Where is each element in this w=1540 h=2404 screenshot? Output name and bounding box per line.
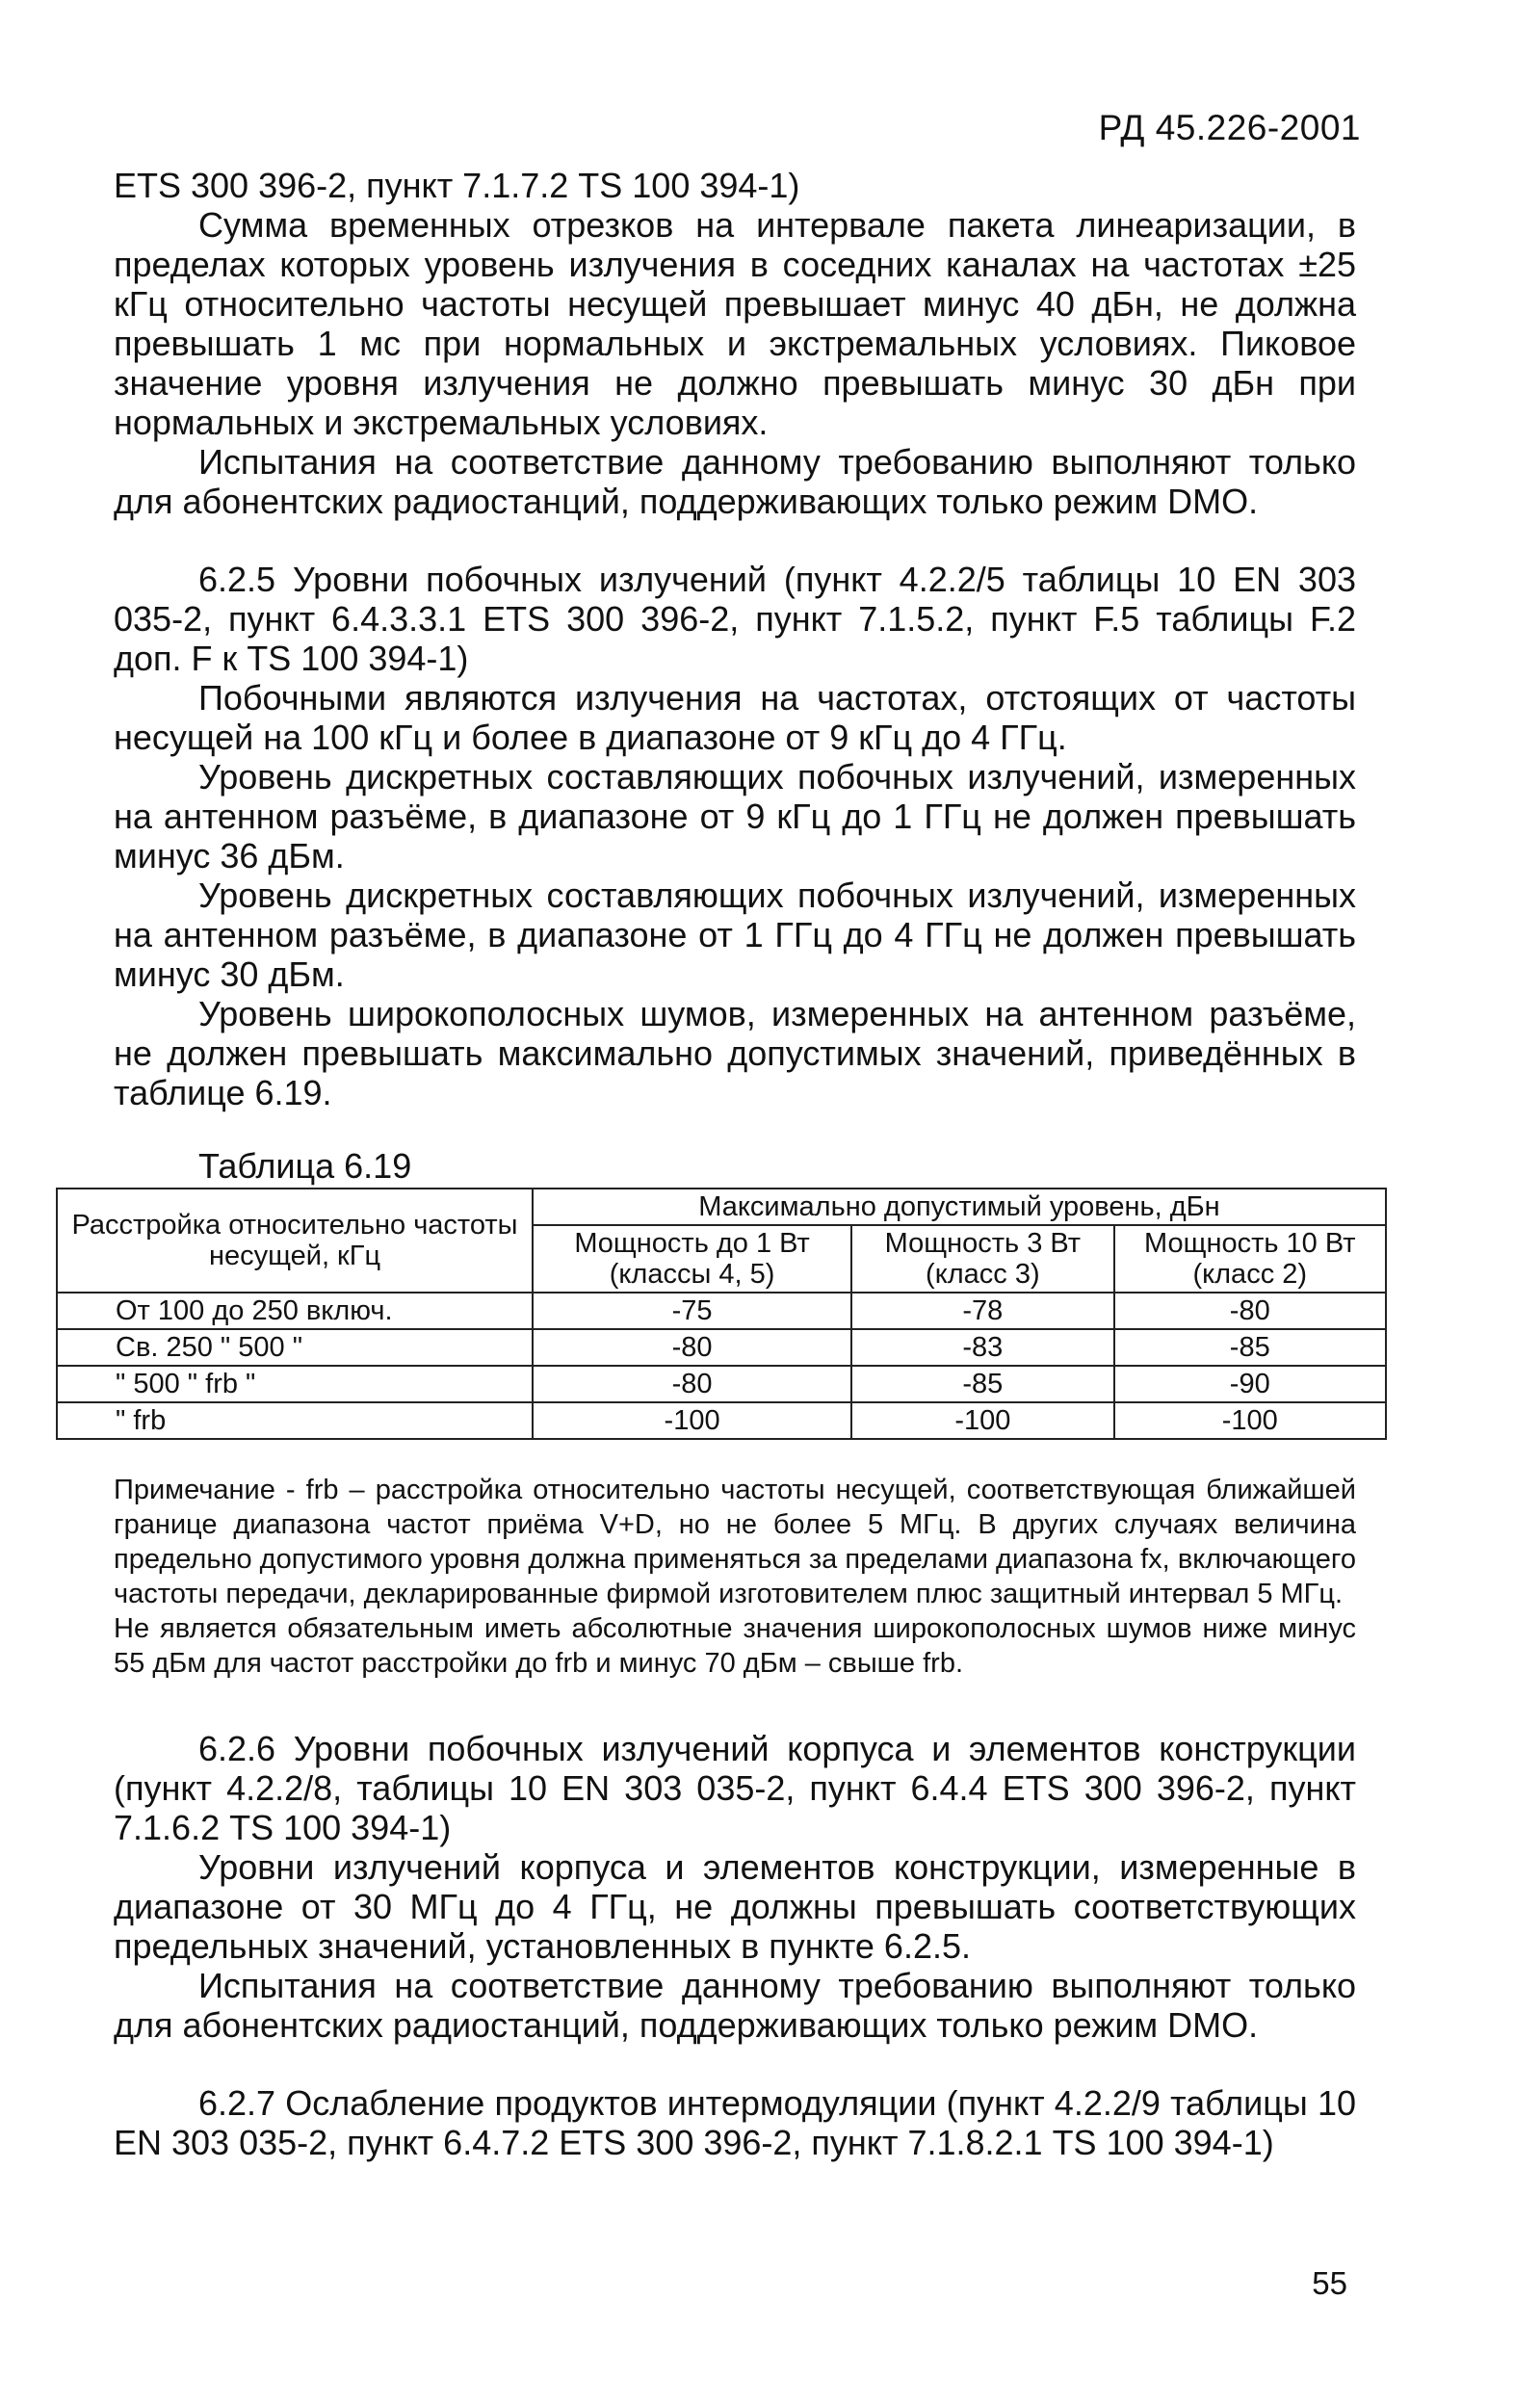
limits-table — [56, 1188, 1387, 1440]
table-cell-label: " 500 " frb " — [57, 1366, 533, 1402]
table-cell: -85 — [1114, 1329, 1386, 1366]
document-code: РД 45.226-2001 — [1098, 108, 1361, 147]
reference-line: ETS 300 396-2, пункт 7.1.7.2 TS 100 394-1) — [114, 166, 800, 205]
table-header-group: Максимально допустимый уровень, дБн — [533, 1189, 1386, 1225]
table-cell: -80 — [533, 1329, 851, 1366]
table-cell: -75 — [533, 1293, 851, 1329]
table-subheader: Мощность до 1 Вт (классы 4, 5) — [533, 1225, 851, 1293]
section-heading-6-2-6: 6.2.6 Уровни побочных излучений корпуса и элементов конструкции (пункт 4.2.2/8, таблицы 10 EN 303 035-2, пункт 6.4.4 ETS 300 396-2, пункт 7.1.6.2 TS 100 394-1) — [114, 1729, 1356, 1847]
note-paragraph: Не является обязательным иметь абсолютные значения широкополосных шумов ниже минус 55 дБм для частот расстройки до frb и минус 70 дБм – свыше frb. — [114, 1613, 1356, 1679]
note-paragraph: Примечание - frb – расстройка относительно частоты несущей, соответствующая ближайшей границе диапазона частот приёма V+D, но не более 5 МГц. В других случаях величина предельно допустимого уровня должна применяться за пределами диапазона fx, включающего частоты передачи, декларированные фирмой изготовителем плюс защитный интервал 5 МГц. — [114, 1475, 1356, 1609]
paragraph: Уровни излучений корпуса и элементов конструкции, измеренные в диапазоне от 30 МГц до 4 ГГц, не должны превышать соответствующих предельных значений, установленных в пункте 6.2.5. — [114, 1847, 1356, 1966]
table-row — [57, 1293, 1386, 1329]
table-cell: -100 — [1114, 1402, 1386, 1439]
table-row — [57, 1402, 1386, 1439]
table-caption: Таблица 6.19 — [198, 1146, 412, 1186]
table-cell: -100 — [533, 1402, 851, 1439]
table-row — [57, 1366, 1386, 1402]
table-row — [57, 1329, 1386, 1366]
paragraph: Сумма временных отрезков на интервале пакета линеаризации, в пределах которых уровень излучения в соседних каналах на частотах ±25 кГц относительно частоты несущей превышает минус 40 дБн, не должна превышать 1 мс при нормальных и экстремальных условиях. Пиковое значение уровня излучения не должно превышать минус 30 дБн при нормальных и экстремальных условиях. — [114, 205, 1356, 442]
table-cell: -85 — [851, 1366, 1113, 1402]
table-cell: -90 — [1114, 1366, 1386, 1402]
table-cell: -80 — [1114, 1293, 1386, 1329]
paragraph: Уровень дискретных составляющих побочных излучений, измеренных на антенном разъёме, в диапазоне от 9 кГц до 1 ГГц не должен превышать минус 36 дБм. — [114, 757, 1356, 875]
table-cell: -100 — [851, 1402, 1113, 1439]
table-header-detuning: Расстройка относительно частоты несущей, кГц — [57, 1189, 533, 1293]
paragraph: Испытания на соответствие данному требованию выполняют только для абонентских радиостанций, поддерживающих только режим DMO. — [114, 1966, 1356, 2045]
table-cell-label: " frb — [57, 1402, 533, 1439]
table-cell-label: От 100 до 250 включ. — [57, 1293, 533, 1329]
table-cell: -78 — [851, 1293, 1113, 1329]
paragraph: Побочными являются излучения на частотах, отстоящих от частоты несущей на 100 кГц и более в диапазоне от 9 кГц до 4 ГГц. — [114, 678, 1356, 757]
paragraph: Уровень дискретных составляющих побочных излучений, измеренных на антенном разъёме, в диапазоне от 1 ГГц до 4 ГГц не должен превышать минус 30 дБм. — [114, 875, 1356, 994]
table-cell: -80 — [533, 1366, 851, 1402]
table-cell: -83 — [851, 1329, 1113, 1366]
table-subheader: Мощность 10 Вт (класс 2) — [1114, 1225, 1386, 1293]
section-heading-6-2-5: 6.2.5 Уровни побочных излучений (пункт 4.2.2/5 таблицы 10 EN 303 035-2, пункт 6.4.3.3.1 ETS 300 396-2, пункт 7.1.5.2, пункт F.5 таблицы F.2 доп. F к TS 100 394-1) — [114, 560, 1356, 678]
table-subheader: Мощность 3 Вт (класс 3) — [851, 1225, 1113, 1293]
table-cell-label: Св. 250 " 500 " — [57, 1329, 533, 1366]
paragraph: Уровень широкополосных шумов, измеренных на антенном разъёме, не должен превышать максимально допустимых значений, приведённых в таблице 6.19. — [114, 994, 1356, 1112]
table-note — [114, 1473, 1356, 1681]
page-number: 55 — [1312, 2265, 1347, 2301]
page-body — [71, 166, 1356, 2162]
section-heading-6-2-7: 6.2.7 Ослабление продуктов интермодуляции (пункт 4.2.2/9 таблицы 10 EN 303 035-2, пункт 6.4.7.2 ETS 300 396-2, пункт 7.1.8.2.1 TS 100 394-1) — [114, 2083, 1356, 2162]
paragraph: Испытания на соответствие данному требованию выполняют только для абонентских радиостанций, поддерживающих только режим DMO. — [114, 442, 1356, 521]
